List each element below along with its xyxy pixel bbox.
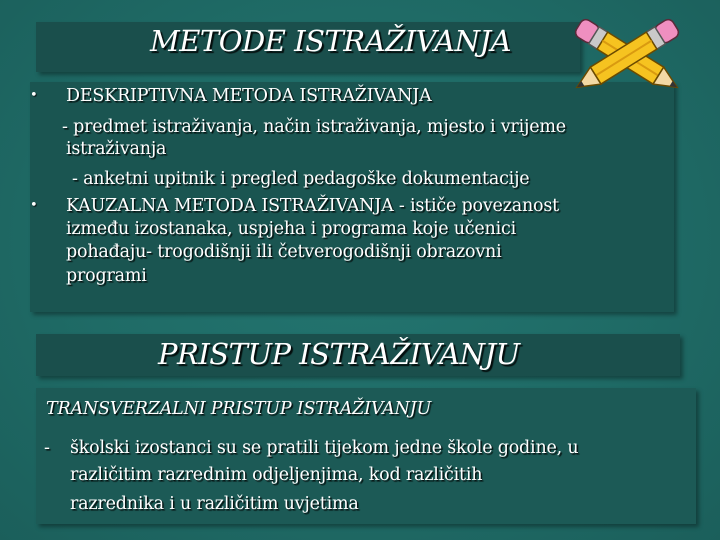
- item-text-line: razrednika i u različitim uvjetima: [70, 494, 359, 514]
- bullet-icon: •: [30, 198, 38, 213]
- item-text-line: između izostanaka, uspjeha i programa koje učenici: [66, 219, 517, 239]
- section-heading-transversal: TRANSVERZALNI PRISTUP ISTRAŽIVANJU: [46, 399, 432, 419]
- slide-title-approach: PRISTUP ISTRAŽIVANJU: [158, 337, 520, 371]
- slide-title-methods: METODE ISTRAŽIVANJA: [150, 24, 512, 58]
- item-text-line: školski izostanci su se pratili tijekom jedne škole godine, u: [70, 438, 579, 458]
- bullet-icon: •: [30, 88, 38, 103]
- item-heading-descriptive: DESKRIPTIVNA METODA ISTRAŽIVANJA: [66, 86, 432, 106]
- item-text-line: - predmet istraživanja, način istraživanja, mjesto i vrijeme: [62, 117, 566, 137]
- dash-marker: -: [44, 438, 50, 458]
- item-text-line: različitim razrednim odjeljenjima, kod različitih: [70, 465, 483, 485]
- item-text-line: programi: [66, 266, 147, 286]
- item-text-line: istraživanja: [66, 139, 167, 159]
- item-text-line: pohađaju- trogodišnji ili četverogodišnji obrazovni: [66, 242, 502, 262]
- item-heading-causal: KAUZALNA METODA ISTRAŽIVANJA - ističe povezanost: [66, 196, 559, 216]
- pencils-clipart-icon: [552, 6, 702, 106]
- item-text-line: - anketni upitnik i pregled pedagoške dokumentacije: [72, 169, 530, 189]
